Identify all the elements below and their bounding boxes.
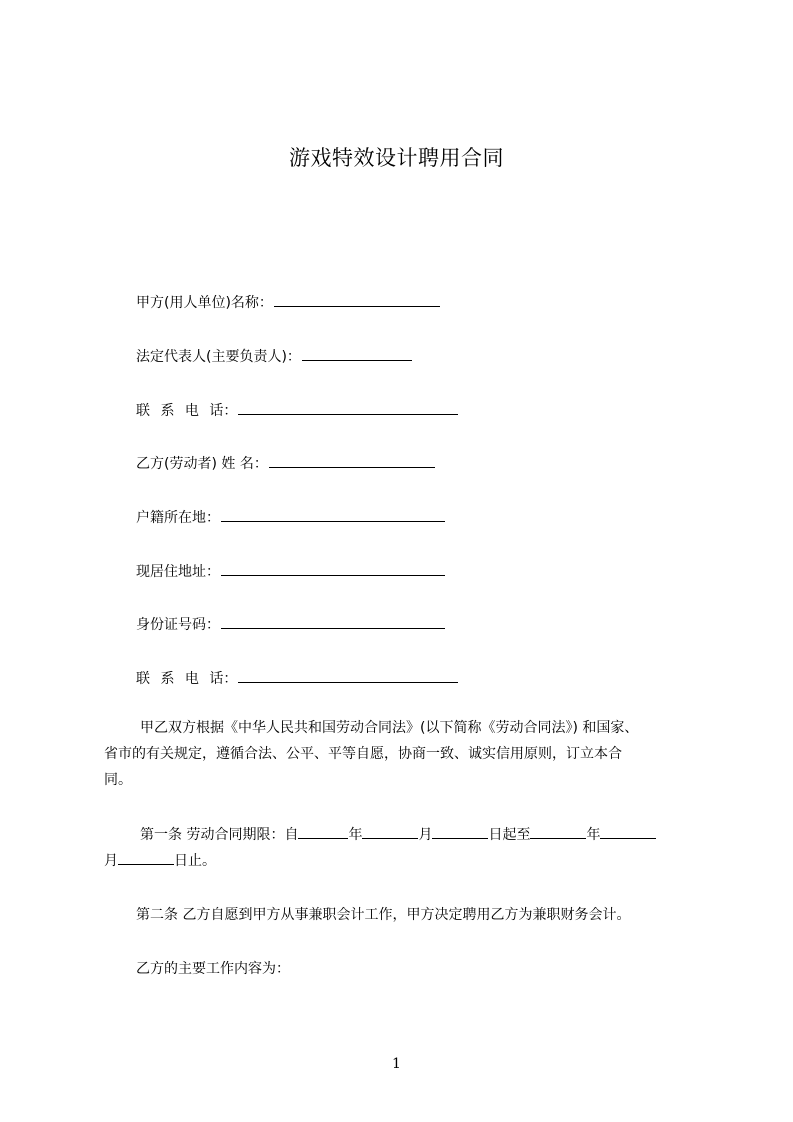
start-year-blank[interactable]: [298, 824, 348, 839]
article-2: 第二条 乙方自愿到甲方从事兼职会计工作，甲方决定聘用乙方为兼职财务会计。: [136, 907, 631, 923]
legal-representative-blank[interactable]: [302, 346, 412, 361]
legal-representative-field: [136, 346, 412, 366]
current-address-blank[interactable]: [221, 561, 445, 576]
work-content-label: 乙方的主要工作内容为：: [136, 961, 290, 977]
household-register-blank[interactable]: [221, 507, 445, 522]
current-address-field: [136, 561, 445, 581]
household-register-label: 户籍所在地：: [136, 510, 220, 526]
end-month-blank[interactable]: [600, 824, 656, 839]
employee-phone-blank[interactable]: [238, 668, 458, 683]
id-number-label: 身份证号码：: [136, 617, 220, 633]
employee-name-blank[interactable]: [269, 453, 435, 468]
legal-representative-label: 法定代表人(主要负责人)：: [136, 349, 301, 365]
employee-name-field: [136, 453, 435, 473]
id-number-blank[interactable]: [221, 614, 445, 629]
current-address-label: 现居住地址：: [136, 564, 220, 580]
article-1-line-1: [140, 822, 656, 848]
start-day-label: 日起至: [488, 827, 531, 843]
employee-name-label: 乙方(劳动者) 姓 名：: [136, 456, 268, 472]
employee-phone-field: [136, 668, 458, 688]
intro-line-2: 省市的有关规定，遵循合法、公平、平等自愿，协商一致、诚实信用原则，订立本合: [104, 746, 622, 762]
id-number-field: [136, 614, 445, 634]
employer-phone-label: 联 系 电 话：: [136, 403, 238, 419]
intro-line-1: 甲乙双方根据《中华人民共和国劳动合同法》(以下简称《劳动合同法》) 和国家、: [140, 720, 639, 736]
employer-phone-field: [136, 400, 458, 420]
employer-name-blank[interactable]: [274, 292, 440, 307]
page-number: 1: [392, 1056, 401, 1072]
start-month-label: 月: [418, 827, 433, 843]
end-year-label: 年: [586, 827, 601, 843]
intro-line-3: 同。: [104, 772, 132, 788]
employer-name-field: [136, 292, 440, 312]
end-year-blank[interactable]: [530, 824, 586, 839]
end-day-label: 日止。: [174, 853, 216, 869]
end-month-label: 月: [104, 853, 118, 869]
employer-phone-blank[interactable]: [238, 400, 458, 415]
article-1-prefix: 第一条 劳动合同期限：自: [140, 827, 299, 843]
end-day-blank[interactable]: [118, 850, 174, 865]
employer-name-label: 甲方(用人单位)名称：: [136, 295, 273, 311]
household-register-field: [136, 507, 445, 527]
start-day-blank[interactable]: [432, 824, 488, 839]
start-year-label: 年: [348, 827, 363, 843]
article-1-line-2: [104, 848, 216, 874]
employee-phone-label: 联 系 电 话：: [136, 671, 238, 687]
document-title: 游戏特效设计聘用合同: [289, 146, 504, 170]
start-month-blank[interactable]: [362, 824, 418, 839]
